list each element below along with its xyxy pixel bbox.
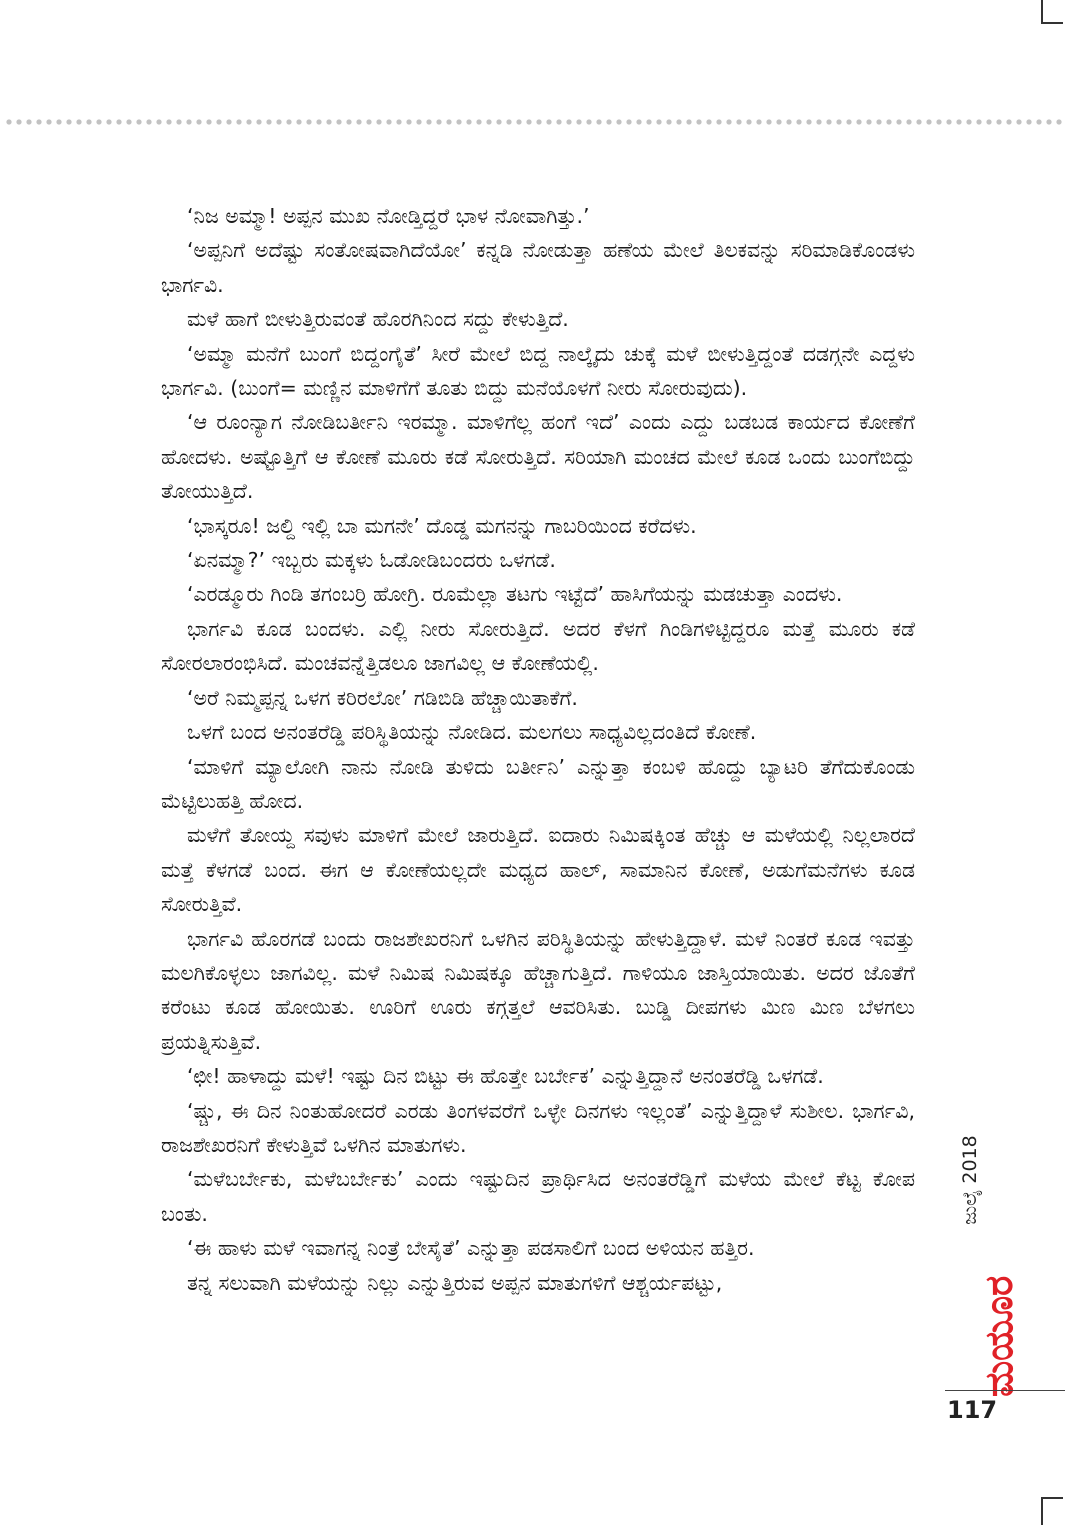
paragraph: ಒಳಗೆ ಬಂದ ಅನಂತರೆಡ್ಡಿ ಪರಿಸ್ಥಿತಿಯನ್ನು ನೋಡಿದ. ಮಲಗಲು ಸಾಧ್ಯವಿಲ್ಲದಂತಿದೆ ಕೋಣೆ.	[187, 720, 757, 745]
story-body	[161, 199, 915, 1300]
paragraph: ‘ಅಮ್ಮಾ ಮನೆಗೆ ಬುಂಗೆ ಬಿದ್ದಂಗೈತೆ’ ಸೀರೆ ಮೇಲೆ ಬಿದ್ದ ನಾಲ್ಕೈದು ಚುಕ್ಕೆ ಮಳೆ ಬೀಳುತ್ತಿದ್ದಂತೆ ದಡಗ್ಗನೇ ಎದ್ದಳು ಭಾರ್ಗವಿ. (ಬುಂಗೆ= ಮಣ್ಣಿನ ಮಾಳಿಗೆಗೆ ತೂತು ಬಿದ್ದು ಮನೆಯೊಳಗೆ ನೀರು ಸೋರುವುದು).	[161, 341, 915, 401]
magazine-title: ಮಯೂರ	[977, 1275, 1021, 1397]
paragraph: ‘ಏನಮ್ಮಾ?’ ಇಬ್ಬರು ಮಕ್ಕಳು ಓಡೋಡಿಬಂದರು ಒಳಗಡೆ.	[187, 548, 556, 573]
paragraph: ‘ಭಾಸ್ಕರೂ! ಜಲ್ದಿ ಇಲ್ಲಿ ಬಾ ಮಗನೇ’ ದೊಡ್ಡ ಮಗನನ್ನು ಗಾಬರಿಯಿಂದ ಕರೆದಳು.	[187, 513, 697, 538]
paragraph: ‘ಮಳೆಬರ್ಬೇಕು, ಮಳೆಬರ್ಬೇಕು’ ಎಂದು ಇಷ್ಟುದಿನ ಪ್ರಾರ್ಥಿಸಿದ ಅನಂತರೆಡ್ಡಿಗೆ ಮಳೆಯ ಮೇಲೆ ಕೆಟ್ಟ ಕೋಪ ಬಂತು.	[161, 1167, 915, 1226]
paragraph: ‘ಅರೆ ನಿಮ್ಮಪ್ಪನ್ನ ಒಳಗ ಕರಿರಲೋ’ ಗಡಿಬಿಡಿ ಹೆಚ್ಚಾಯಿತಾಕೆಗೆ.	[187, 685, 578, 710]
crop-mark-top	[1041, 0, 1063, 24]
page-number: 117	[947, 1396, 998, 1424]
paragraph: ‘ಈ ಹಾಳು ಮಳೆ ಇವಾಗನ್ನ ನಿಂತ್ರೆ ಬೇಸೈತೆ’ ಎನ್ನುತ್ತಾ ಪಡಸಾಲಿಗೆ ಬಂದ ಅಳಿಯನ ಹತ್ತಿರ.	[187, 1236, 755, 1261]
paragraph: ತನ್ನ ಸಲುವಾಗಿ ಮಳೆಯನ್ನು ನಿಲ್ಲು ಎನ್ನುತ್ತಿರುವ ಅಪ್ಪನ ಮಾತುಗಳಿಗೆ ಆಶ್ಚರ್ಯಪಟ್ಟು,	[187, 1270, 723, 1295]
paragraph: ‘ಎರಡ್ಮೂರು ಗಿಂಡಿ ತಗಂಬರ್‍ರಿ ಹೋಗ್ರಿ. ರೂಮೆಲ್ಲಾ ತಟಗು ಇಟ್ಟೆದೆ’ ಹಾಸಿಗೆಯನ್ನು ಮಡಚುತ್ತಾ ಎಂದಳು.	[187, 582, 843, 607]
dotted-divider	[4, 118, 1066, 126]
paragraph: ಮಳೆಗೆ ತೋಯ್ದ ಸವುಳು ಮಾಳಿಗೆ ಮೇಲೆ ಜಾರುತ್ತಿದೆ. ಐದಾರು ನಿಮಿಷಕ್ಕಿಂತ ಹೆಚ್ಚು ಆ ಮಳೆಯಲ್ಲಿ ನಿಲ್ಲಲಾರದೆ ಮತ್ತೆ ಕೆಳಗಡೆ ಬಂದ. ಈಗ ಆ ಕೋಣೆಯಲ್ಲದೇ ಮಧ್ಯದ ಹಾಲ್, ಸಾಮಾನಿನ ಕೋಣೆ, ಅಡುಗೆಮನೆಗಳು ಕೂಡ ಸೋರುತ್ತಿವೆ.	[161, 823, 915, 917]
crop-mark-bottom	[1041, 1497, 1063, 1525]
issue-date: ಜುಲೈ 2018	[959, 1135, 981, 1225]
paragraph: ‘ಛೀ! ಹಾಳಾದ್ದು ಮಳೆ! ಇಷ್ಟು ದಿನ ಬಿಟ್ಟು ಈ ಹೊತ್ತೇ ಬರ್ಬೇಕ’ ಎನ್ನುತ್ತಿದ್ದಾನೆ ಅನಂತರೆಡ್ಡಿ ಒಳಗಡೆ.	[187, 1064, 824, 1089]
paragraph: ‘ಅಪ್ಪನಿಗೆ ಅದೆಷ್ಟು ಸಂತೋಷವಾಗಿದೆಯೋ’ ಕನ್ನಡಿ ನೋಡುತ್ತಾ ಹಣೆಯ ಮೇಲೆ ತಿಲಕವನ್ನು ಸರಿಮಾಡಿಕೊಂಡಳು ಭಾರ್ಗವಿ.	[161, 238, 915, 297]
paragraph: ‘ಷ್ಚು, ಈ ದಿನ ನಿಂತುಹೋದರೆ ಎರಡು ತಿಂಗಳವರೆಗೆ ಒಳ್ಳೇ ದಿನಗಳು ಇಲ್ಲಂತೆ’ ಎನ್ನುತ್ತಿದ್ದಾಳೆ ಸುಶೀಲ. ಭಾರ್ಗವಿ, ರಾಜಶೇಖರನಿಗೆ ಕೇಳುತ್ತಿವೆ ಒಳಗಿನ ಮಾತುಗಳು.	[161, 1098, 915, 1157]
page-number-rule	[945, 1390, 1065, 1391]
paragraph: ಭಾರ್ಗವಿ ಹೊರಗಡೆ ಬಂದು ರಾಜಶೇಖರನಿಗೆ ಒಳಗಿನ ಪರಿಸ್ಥಿತಿಯನ್ನು ಹೇಳುತ್ತಿದ್ದಾಳೆ. ಮಳೆ ನಿಂತರೆ ಕೂಡ ಇವತ್ತು ಮಲಗಿಕೊಳ್ಳಲು ಜಾಗವಿಲ್ಲ. ಮಳೆ ನಿಮಿಷ ನಿಮಿಷಕ್ಕೂ ಹೆಚ್ಚಾಗುತ್ತಿದೆ. ಗಾಳಿಯೂ ಜಾಸ್ತಿಯಾಯಿತು. ಅದರ ಜೊತೆಗೆ ಕರೆಂಟು ಕೂಡ ಹೋಯಿತು. ಊರಿಗೆ ಊರು ಕಗ್ಗತ್ತಲೆ ಆವರಿಸಿತು. ಬುಡ್ಡಿ ದೀಪಗಳು ಮಿಣ ಮಿಣ ಬೆಳಗಲು ಪ್ರಯತ್ನಿಸುತ್ತಿವೆ.	[161, 926, 915, 1054]
paragraph: ‘ಆ ರೂಂನ್ಯಾಗ ನೋಡಿಬರ್ತೀನಿ ಇರಮ್ಮಾ. ಮಾಳಿಗೆಲ್ಲ ಹಂಗೆ ಇದೆ’ ಎಂದು ಎದ್ದು ಬಡಬಡ ಕಾರ್ಯದ ಕೋಣೆಗೆ ಹೋದಳು. ಅಷ್ಟೊತ್ತಿಗೆ ಆ ಕೋಣೆ ಮೂರು ಕಡೆ ಸೋರುತ್ತಿದೆ. ಸರಿಯಾಗಿ ಮಂಚದ ಮೇಲೆ ಕೂಡ ಒಂದು ಬುಂಗೆಬಿದ್ದು ತೋಯುತ್ತಿದೆ.	[161, 410, 915, 504]
paragraph: ಮಳೆ ಹಾಗೆ ಬೀಳುತ್ತಿರುವಂತೆ ಹೊರಗಿನಿಂದ ಸದ್ದು ಕೇಳುತ್ತಿದೆ.	[187, 307, 569, 332]
paragraph: ಭಾರ್ಗವಿ ಕೂಡ ಬಂದಳು. ಎಲ್ಲಿ ನೀರು ಸೋರುತ್ತಿದೆ. ಅದರ ಕೆಳಗೆ ಗಿಂಡಿಗಳಿಟ್ಟಿದ್ದರೂ ಮತ್ತೆ ಮೂರು ಕಡೆ ಸೋರಲಾರಂಭಿಸಿದೆ. ಮಂಚವನ್ನೆತ್ತಿಡಲೂ ಜಾಗವಿಲ್ಲ ಆ ಕೋಣೆಯಲ್ಲಿ.	[161, 616, 915, 676]
paragraph: ‘ಮಾಳಿಗೆ ಮ್ಯಾಲೋಗಿ ನಾನು ನೋಡಿ ತುಳಿದು ಬರ್ತೀನಿ’ ಎನ್ನುತ್ತಾ ಕಂಬಳಿ ಹೊದ್ದು ಬ್ಯಾಟರಿ ತೆಗೆದುಕೊಂಡು ಮೆಟ್ಟಿಲುಹತ್ತಿ ಹೋದ.	[161, 754, 915, 813]
paragraph: ‘ನಿಜ ಅಮ್ಮಾ! ಅಪ್ಪನ ಮುಖ ನೋಡ್ತಿದ್ದರೆ ಭಾಳ ನೋವಾಗಿತ್ತು.’	[187, 204, 590, 228]
